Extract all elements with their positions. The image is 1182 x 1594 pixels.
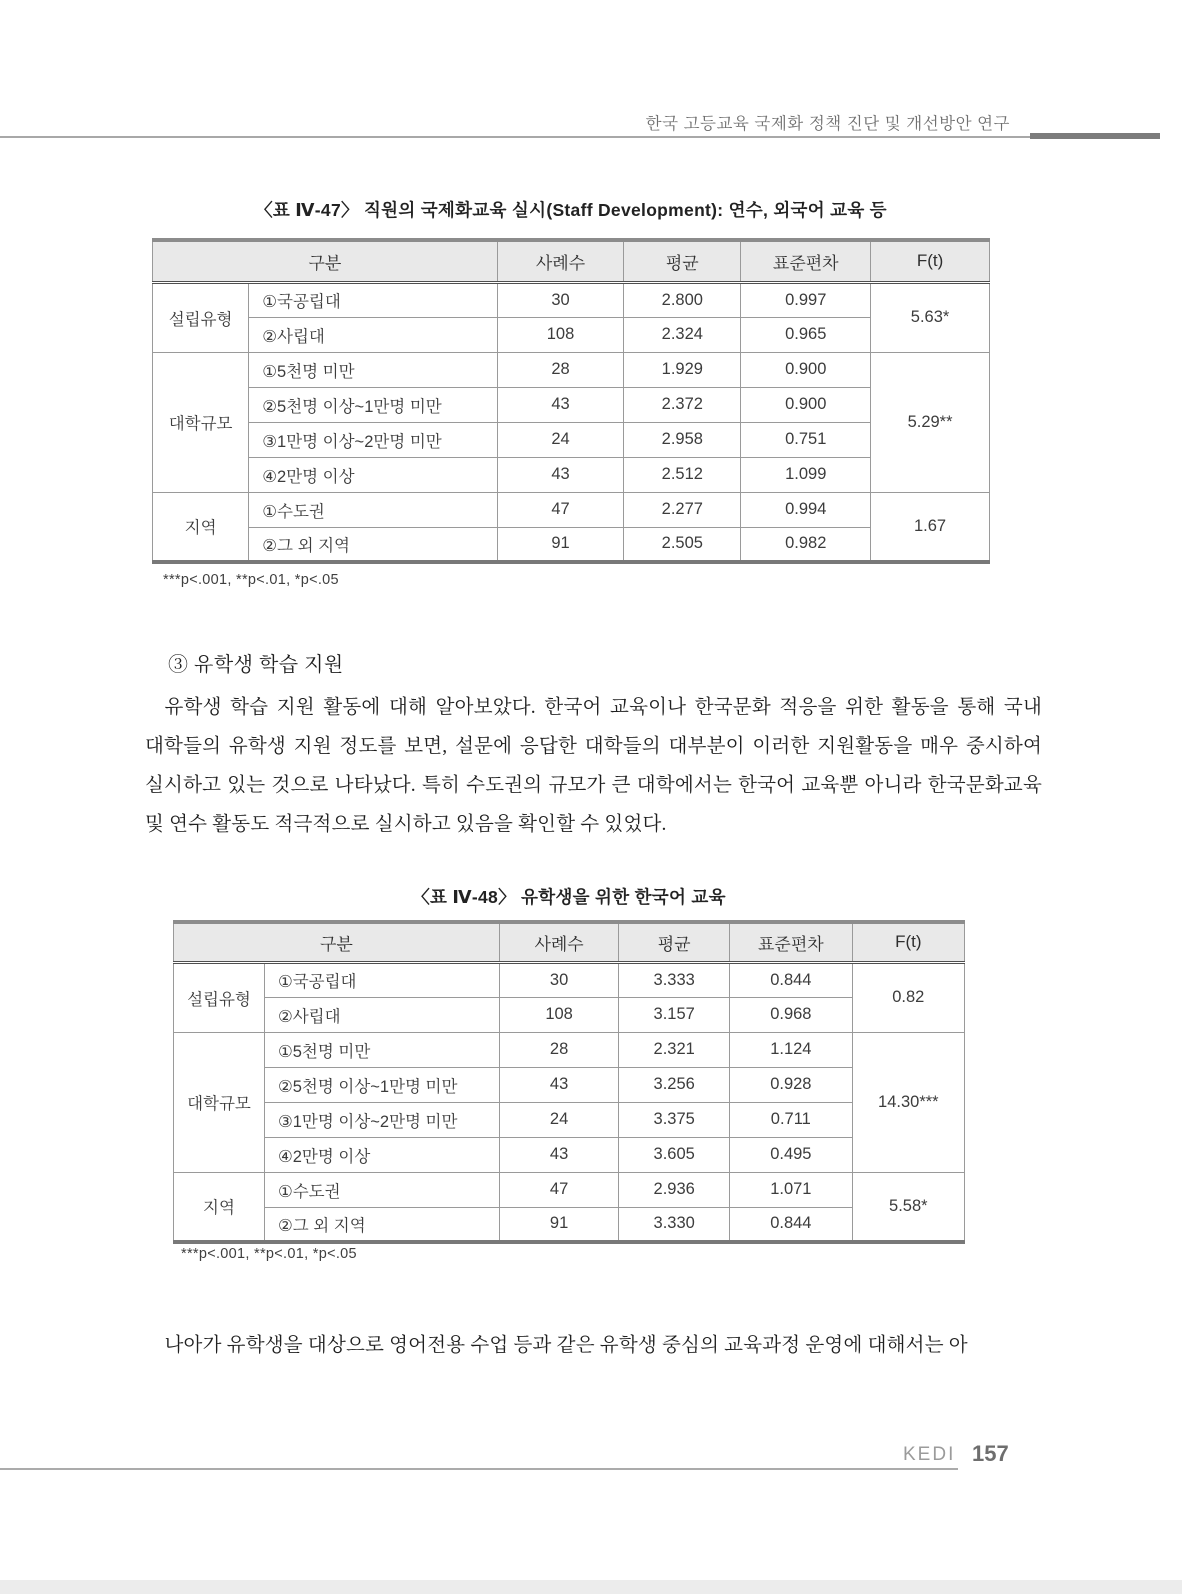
cell-mean: 2.321 (619, 1032, 730, 1067)
cell-sd: 1.099 (741, 457, 871, 492)
table-1-title: 〈표 Ⅳ-47〉 직원의 국제화교육 실시(Staff Development): 연수, 외국어 교육 등 (255, 200, 887, 220)
table-row (174, 1102, 965, 1137)
table-row (153, 352, 990, 387)
column-header-cases: 사례수 (497, 240, 623, 282)
cell-sd: 0.900 (741, 387, 871, 422)
body-paragraph: 유학생 학습 지원 활동에 대해 알아보았다. 한국어 교육이나 한국문화 적응을 위한 활동을 통해 국내 대학들의 유학생 지원 정도를 보면, 설문에 응답한 대학들의 대부분이 이러한 지원활동을 매우 중시하여 실시하고 있는 것으로 나타났다. 특히 수도권의 규모가 큰 대학에서는 한국어 교육뿐 아니라 한국문화교육 및 연수 활동도 적극적으로 실시하고 있음을 확인할 수 있었다. (145, 697, 1042, 835)
row-item-cell: ①수도권 (249, 492, 498, 527)
header-rule-accent (1030, 133, 1160, 139)
row-item-cell: ②5천명 이상~1만명 미만 (264, 1067, 499, 1102)
row-item-cell: ②그 외 지역 (249, 527, 498, 562)
cell-sd: 0.997 (741, 282, 871, 317)
cell-cases: 108 (499, 997, 618, 1032)
row-item-cell: ②사립대 (264, 997, 499, 1032)
cell-sd: 0.982 (741, 527, 871, 562)
cell-cases: 24 (497, 422, 623, 457)
cell-cases: 28 (499, 1032, 618, 1067)
row-item-cell: ①국공립대 (264, 962, 499, 997)
cell-sd: 0.844 (730, 962, 853, 997)
cell-f-value: 5.29** (871, 352, 990, 492)
table-row (174, 962, 965, 997)
cell-sd: 1.071 (730, 1172, 853, 1207)
cell-mean: 3.330 (619, 1207, 730, 1242)
table-row (153, 282, 990, 317)
column-header-mean: 평균 (619, 922, 730, 962)
cell-sd: 0.495 (730, 1137, 853, 1172)
row-item-cell: ①수도권 (264, 1172, 499, 1207)
column-header-ft: F(t) (871, 240, 990, 282)
row-item-cell: ①국공립대 (249, 282, 498, 317)
column-header-gubun: 구분 (174, 922, 500, 962)
cell-sd: 0.928 (730, 1067, 853, 1102)
table-row (153, 317, 990, 352)
cell-sd: 0.900 (741, 352, 871, 387)
cell-cases: 30 (497, 282, 623, 317)
cell-mean: 3.605 (619, 1137, 730, 1172)
cell-mean: 2.505 (624, 527, 741, 562)
table-row (174, 1067, 965, 1102)
cell-cases: 43 (497, 387, 623, 422)
cell-cases: 43 (499, 1137, 618, 1172)
cell-cases: 47 (497, 492, 623, 527)
cell-mean: 2.936 (619, 1172, 730, 1207)
group-label-cell: 지역 (174, 1172, 265, 1242)
row-item-cell: ②그 외 지역 (264, 1207, 499, 1242)
table-row (174, 997, 965, 1032)
group-label-cell: 지역 (153, 492, 249, 562)
column-header-sd: 표준편차 (741, 240, 871, 282)
page-bottom-edge (0, 1580, 1182, 1594)
section-heading: ③ 유학생 학습 지원 (168, 654, 344, 676)
cell-mean: 3.157 (619, 997, 730, 1032)
group-label-cell: 설립유형 (174, 962, 265, 1032)
cell-mean: 2.324 (624, 317, 741, 352)
cell-mean: 3.256 (619, 1067, 730, 1102)
column-header-cases: 사례수 (499, 922, 618, 962)
header-rule (0, 136, 1160, 138)
table-korean-language-education (173, 920, 965, 1244)
table-2-title: 〈표 Ⅳ-48〉 유학생을 위한 한국어 교육 (412, 887, 726, 907)
column-header-mean: 평균 (624, 240, 741, 282)
cell-sd: 0.751 (741, 422, 871, 457)
table-staff-development (152, 238, 990, 564)
closing-paragraph: 나아가 유학생을 대상으로 영어전용 수업 등과 같은 유학생 중심의 교육과정 운영에 대해서는 아 (164, 1335, 968, 1356)
cell-f-value: 1.67 (871, 492, 990, 562)
table-row (174, 1137, 965, 1172)
cell-mean: 2.958 (624, 422, 741, 457)
group-label-cell: 대학규모 (174, 1032, 265, 1172)
table-row (174, 1207, 965, 1242)
row-item-cell: ③1만명 이상~2만명 미만 (249, 422, 498, 457)
table-header-row (174, 922, 965, 962)
cell-cases: 28 (497, 352, 623, 387)
cell-mean: 3.375 (619, 1102, 730, 1137)
cell-sd: 0.994 (741, 492, 871, 527)
cell-cases: 24 (499, 1102, 618, 1137)
column-header-sd: 표준편차 (730, 922, 853, 962)
cell-sd: 0.844 (730, 1207, 853, 1242)
cell-cases: 43 (499, 1067, 618, 1102)
column-header-ft: F(t) (852, 922, 964, 962)
cell-mean: 2.277 (624, 492, 741, 527)
cell-mean: 1.929 (624, 352, 741, 387)
cell-f-value: 14.30*** (852, 1032, 964, 1172)
cell-cases: 91 (497, 527, 623, 562)
running-header-title: 한국 고등교육 국제화 정책 진단 및 개선방안 연구 (645, 115, 1010, 133)
cell-mean: 2.512 (624, 457, 741, 492)
cell-mean: 3.333 (619, 962, 730, 997)
row-item-cell: ①5천명 미만 (264, 1032, 499, 1067)
cell-mean: 2.372 (624, 387, 741, 422)
table-row (174, 1032, 965, 1067)
table-row (153, 457, 990, 492)
table-row (153, 492, 990, 527)
cell-cases: 47 (499, 1172, 618, 1207)
row-item-cell: ④2만명 이상 (249, 457, 498, 492)
table-header-row (153, 240, 990, 282)
table-row (174, 1172, 965, 1207)
significance-footnote: ***p<.001, **p<.01, *p<.05 (163, 572, 339, 588)
group-label-cell: 설립유형 (153, 282, 249, 352)
cell-sd: 0.711 (730, 1102, 853, 1137)
table-row (153, 422, 990, 457)
cell-sd: 0.965 (741, 317, 871, 352)
row-item-cell: ③1만명 이상~2만명 미만 (264, 1102, 499, 1137)
cell-cases: 43 (497, 457, 623, 492)
row-item-cell: ②사립대 (249, 317, 498, 352)
cell-sd: 0.968 (730, 997, 853, 1032)
significance-footnote: ***p<.001, **p<.01, *p<.05 (181, 1246, 357, 1262)
row-item-cell: ④2만명 이상 (264, 1137, 499, 1172)
cell-cases: 91 (499, 1207, 618, 1242)
cell-f-value: 5.63* (871, 282, 990, 352)
cell-f-value: 0.82 (852, 962, 964, 1032)
group-label-cell: 대학규모 (153, 352, 249, 492)
cell-mean: 2.800 (624, 282, 741, 317)
column-header-gubun: 구분 (153, 240, 498, 282)
footer-brand: KEDI (903, 1444, 956, 1465)
cell-cases: 30 (499, 962, 618, 997)
footer-rule (0, 1468, 958, 1470)
table-row (153, 527, 990, 562)
row-item-cell: ②5천명 이상~1만명 미만 (249, 387, 498, 422)
table-row (153, 387, 990, 422)
row-item-cell: ①5천명 미만 (249, 352, 498, 387)
page-number: 157 (972, 1441, 1009, 1466)
cell-sd: 1.124 (730, 1032, 853, 1067)
cell-cases: 108 (497, 317, 623, 352)
cell-f-value: 5.58* (852, 1172, 964, 1242)
